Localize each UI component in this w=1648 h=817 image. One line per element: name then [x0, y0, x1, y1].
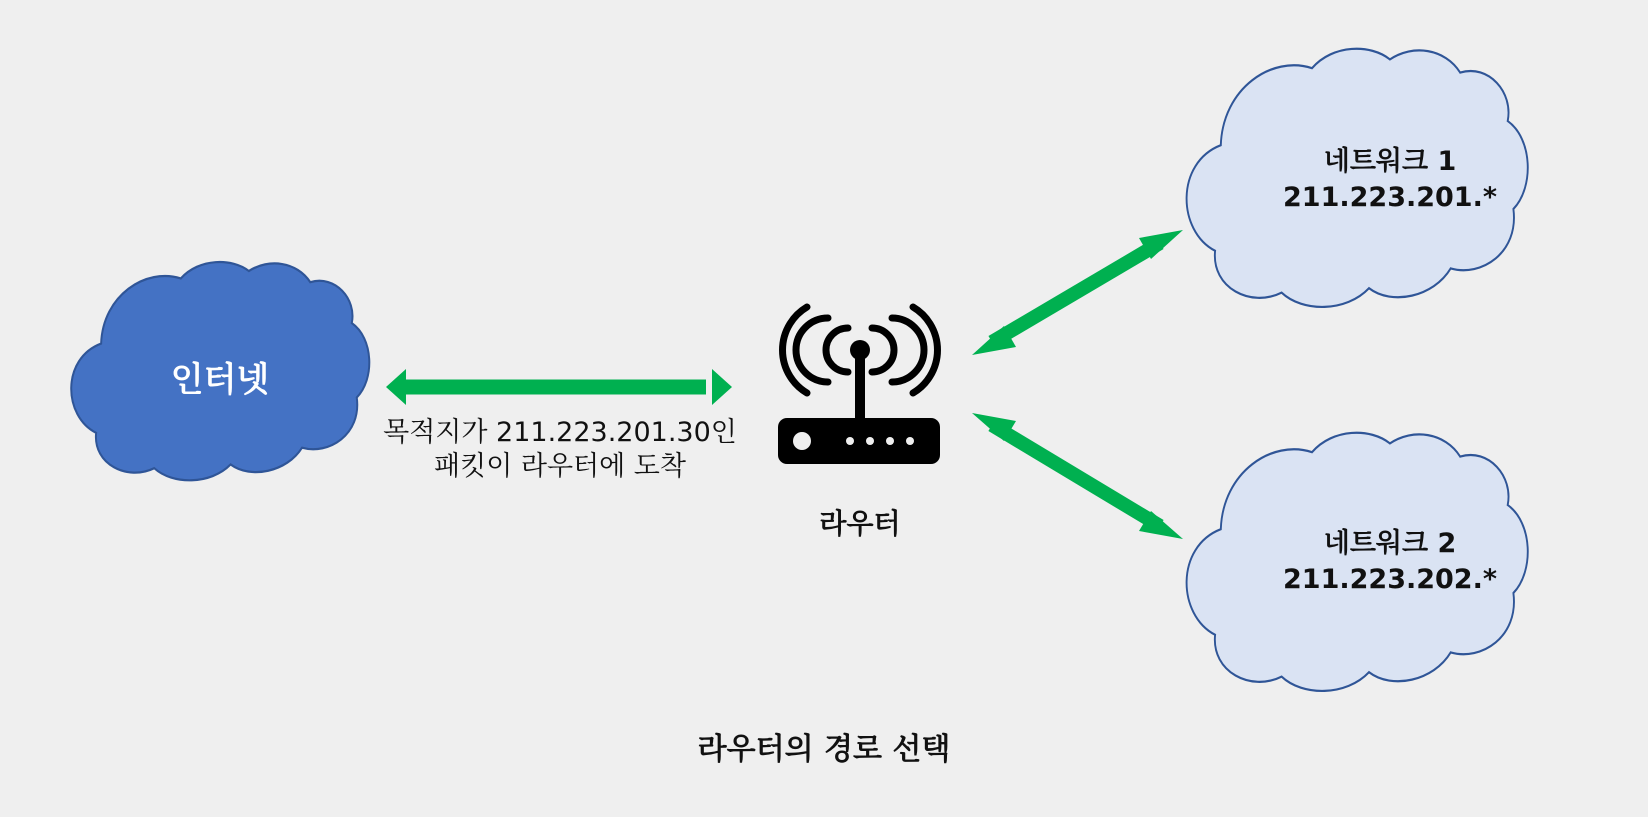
network-1-label	[1250, 144, 1530, 216]
packet-caption	[370, 416, 750, 484]
network-1-address: 211.223.201.*	[1283, 182, 1497, 213]
network-1-name: 네트워크 1	[1323, 146, 1457, 177]
packet-caption-line-1: 목적지가 211.223.201.30인	[383, 417, 737, 448]
arrow-router-network-2	[972, 413, 1183, 539]
packet-caption-line-2: 패킷이 라우터에 도착	[434, 451, 686, 482]
wifi-router-icon	[778, 307, 940, 464]
router-label: 라우터	[819, 507, 901, 540]
network-2-address: 211.223.202.*	[1283, 564, 1497, 595]
arrow-router-network-1	[972, 230, 1183, 355]
internet-label: 인터넷	[170, 360, 270, 400]
network-2-label	[1250, 526, 1530, 598]
diagram-title: 라우터의 경로 선택	[697, 732, 951, 767]
arrow-internet-router	[386, 369, 732, 405]
network-2-name: 네트워크 2	[1323, 528, 1457, 559]
